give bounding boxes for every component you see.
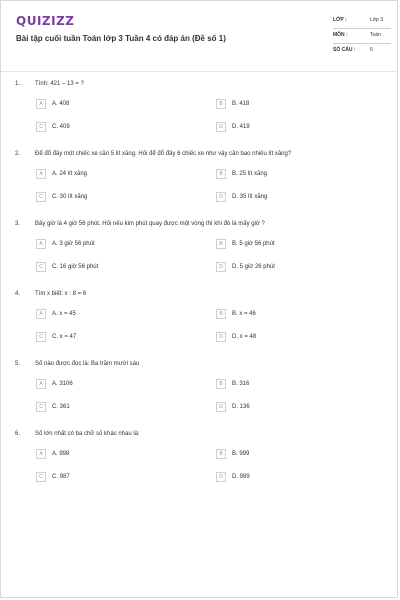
question-4 [1, 281, 397, 351]
question-text: Số lớn nhất có ba chữ số khác nhau là: [35, 431, 140, 437]
option-text: B. 25 lít xăng [232, 170, 268, 177]
option-text: B. 5 giờ 56 phút [232, 240, 275, 247]
option-letter-box: A [36, 99, 46, 109]
option-letter-box: C [36, 402, 46, 412]
option-text: D. 35 lít xăng [232, 193, 268, 200]
question-text: Để đổ đầy một chiếc xe cần 5 lít xăng. Hỏi để đổ đầy 6 chiếc xe như vậy cần bao nhiêu lít xăng? [35, 151, 292, 157]
option-text: D. 136 [232, 403, 250, 410]
option-letter-box: A [36, 449, 46, 459]
option-letter-box: B [216, 99, 226, 109]
option-text: C. 409 [52, 123, 70, 130]
option-text: D. 419 [232, 123, 250, 130]
worksheet-header [1, 1, 397, 72]
option-letter-box: C [36, 122, 46, 132]
question-number: 5. [15, 361, 21, 367]
worksheet-meta [333, 14, 391, 59]
option-letter-box: D [216, 262, 226, 272]
option-text: A. 3 giờ 56 phút [52, 240, 95, 247]
option-text: A. x = 45 [52, 310, 76, 317]
option-letter-box: D [216, 122, 226, 132]
question-text: Tìm x biết: x : 8 = 6 [35, 291, 87, 297]
option-text: D. 989 [232, 473, 250, 480]
meta-key: MÔN : [333, 32, 348, 38]
brand-logo: QUIZIZZ [16, 14, 75, 28]
option-letter-box: D [216, 402, 226, 412]
option-letter-box: B [216, 309, 226, 319]
meta-row-subject [333, 29, 391, 44]
option-letter-box: B [216, 169, 226, 179]
option-letter-box: C [36, 192, 46, 202]
meta-key: SỐ CÂU : [333, 47, 356, 53]
option-letter-box: D [216, 332, 226, 342]
option-text: C. 16 giờ 56 phút [52, 263, 99, 270]
question-number: 6. [15, 431, 21, 437]
option-text: B. 316 [232, 380, 250, 387]
question-text: Tính: 421 – 13 = ? [35, 81, 84, 87]
option-letter-box: A [36, 239, 46, 249]
question-number: 4. [15, 291, 21, 297]
option-letter-box: B [216, 449, 226, 459]
meta-value: Lớp 3 [370, 17, 384, 23]
option-text: C. 987 [52, 473, 70, 480]
meta-row-question-count [333, 44, 391, 59]
option-letter-box: A [36, 379, 46, 389]
option-text: C. 30 lít xăng [52, 193, 88, 200]
meta-row-class [333, 14, 391, 29]
option-letter-box: D [216, 472, 226, 482]
question-2 [1, 141, 397, 211]
question-list [1, 71, 397, 491]
option-letter-box: A [36, 309, 46, 319]
option-text: C. x = 47 [52, 333, 77, 340]
option-letter-box: C [36, 472, 46, 482]
worksheet-title: Bài tập cuối tuần Toán lớp 3 Tuần 4 có đáp án (Đề số 1) [16, 34, 226, 43]
option-text: A. 998 [52, 450, 70, 457]
option-letter-box: D [216, 192, 226, 202]
option-text: D. 5 giờ 26 phút [232, 263, 275, 270]
option-text: B. 999 [232, 450, 250, 457]
question-6 [1, 421, 397, 491]
option-letter-box: C [36, 332, 46, 342]
meta-value: Toán [370, 32, 381, 38]
option-text: B. 418 [232, 100, 250, 107]
option-text: A. 408 [52, 100, 70, 107]
option-text: A. 3106 [52, 380, 73, 387]
question-number: 2. [15, 151, 21, 157]
option-letter-box: A [36, 169, 46, 179]
option-text: D. x = 48 [232, 333, 257, 340]
option-text: B. x = 46 [232, 310, 256, 317]
question-text: Bây giờ là 4 giờ 56 phút. Hỏi nếu kim phút quay được một vòng thì khi đó là mấy giờ ? [35, 221, 265, 227]
meta-key: LỚP : [333, 17, 347, 23]
meta-value: 6 [370, 47, 373, 53]
option-letter-box: B [216, 239, 226, 249]
option-letter-box: C [36, 262, 46, 272]
question-1 [1, 71, 397, 141]
option-letter-box: B [216, 379, 226, 389]
question-number: 3. [15, 221, 21, 227]
question-text: Số nào được đọc là: Ba trăm mười sáu [35, 361, 140, 367]
question-3 [1, 211, 397, 281]
option-text: A. 24 lít xăng [52, 170, 88, 177]
question-number: 1. [15, 81, 21, 87]
option-text: C. 361 [52, 403, 70, 410]
question-5 [1, 351, 397, 421]
